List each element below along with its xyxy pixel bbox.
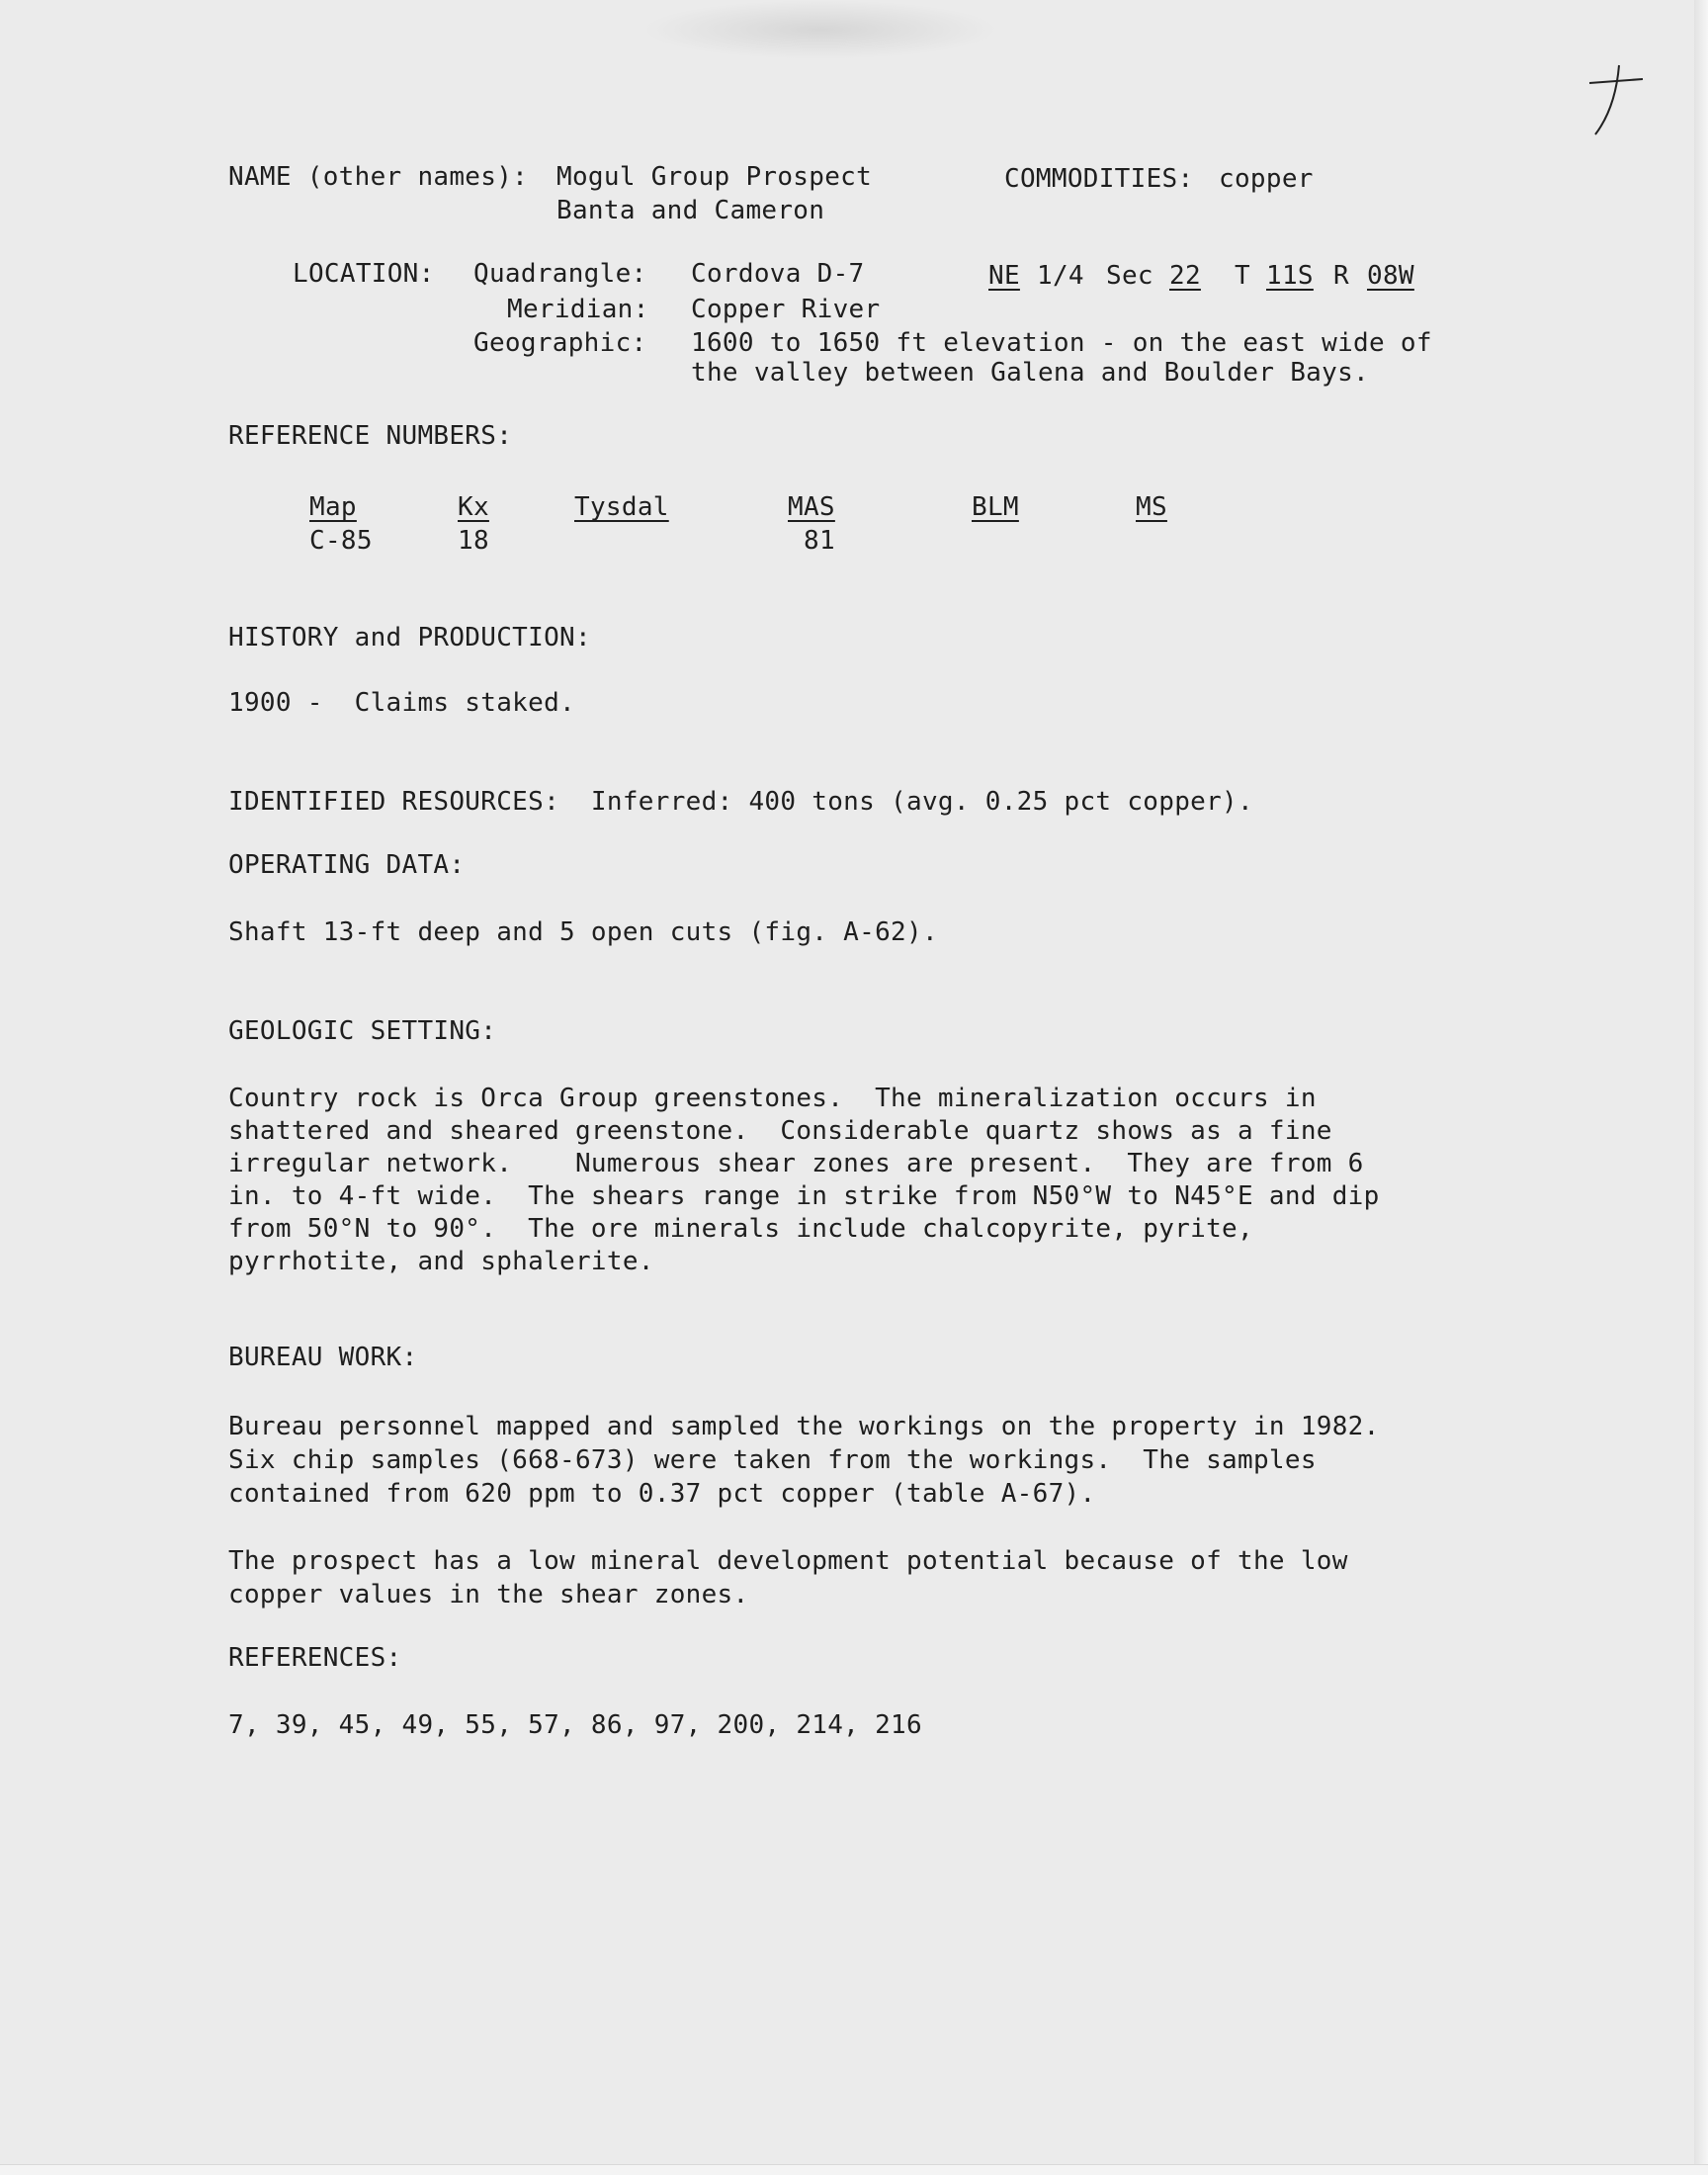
ref-header-map: Map [309, 492, 357, 522]
range-value: 08W [1367, 261, 1414, 291]
sec-value: 22 [1169, 261, 1201, 291]
sec-label: Sec [1106, 261, 1153, 291]
operating-heading: OPERATING DATA: [228, 850, 466, 880]
commodities-label: COMMODITIES: [1004, 164, 1194, 194]
history-heading: HISTORY and PRODUCTION: [228, 623, 591, 652]
reference-numbers-heading: REFERENCE NUMBERS: [228, 421, 513, 451]
references-list: 7, 39, 45, 49, 55, 57, 86, 97, 200, 214, 216 [228, 1710, 922, 1740]
name-label: NAME (other names): [228, 162, 529, 192]
ref-header-mas: MAS [788, 492, 835, 522]
geographic-line-1: 1600 to 1650 ft elevation - on the east wide of [691, 328, 1432, 358]
commodities-value: copper [1219, 164, 1314, 194]
township-label: T [1235, 261, 1250, 291]
geologic-heading: GEOLOGIC SETTING: [228, 1016, 497, 1046]
scan-edge-bottom [0, 2164, 1708, 2175]
bureau-para2-line: copper values in the shear zones. [228, 1580, 749, 1610]
geologic-line: from 50°N to 90°. The ore minerals include chalcopyrite, pyrite, [228, 1214, 1253, 1244]
scan-smudge [642, 0, 998, 59]
bureau-para2-line: The prospect has a low mineral development potential because of the low [228, 1546, 1348, 1576]
name-primary: Mogul Group Prospect [556, 162, 873, 192]
geologic-line: pyrrhotite, and sphalerite. [228, 1247, 654, 1276]
bureau-para1-line: Bureau personnel mapped and sampled the workings on the property in 1982. [228, 1412, 1380, 1441]
operating-line-1: Shaft 13-ft deep and 5 open cuts (fig. A-62). [228, 917, 938, 947]
bureau-heading: BUREAU WORK: [228, 1343, 418, 1372]
ref-value-map: C-85 [309, 526, 373, 556]
identified-resources: IDENTIFIED RESOURCES: Inferred: 400 tons (avg. 0.25 pct copper). [228, 787, 1253, 817]
ref-header-kx: Kx [458, 492, 489, 522]
location-label: LOCATION: [293, 259, 435, 289]
quadrangle-value: Cordova D-7 [691, 259, 865, 289]
name-secondary: Banta and Cameron [556, 196, 825, 225]
bureau-para1-line: Six chip samples (668-673) were taken from the workings. The samples [228, 1445, 1317, 1475]
ref-header-blm: BLM [972, 492, 1019, 522]
ref-value-mas: 81 [804, 526, 835, 556]
ref-header-tysdal: Tysdal [574, 492, 669, 522]
township-value: 11S [1266, 261, 1314, 291]
quarter-value: NE [988, 261, 1020, 291]
geologic-line: in. to 4-ft wide. The shears range in strike from N50°W to N45°E and dip [228, 1181, 1380, 1211]
geologic-line: Country rock is Orca Group greenstones. The mineralization occurs in [228, 1084, 1317, 1113]
ref-value-kx: 18 [458, 526, 489, 556]
geographic-label: Geographic: [473, 328, 647, 358]
ref-header-ms: MS [1136, 492, 1167, 522]
quadrangle-label: Quadrangle: [473, 259, 647, 289]
handwritten-plus-mark [1581, 59, 1651, 138]
geologic-line: shattered and sheared greenstone. Considerable quartz shows as a fine [228, 1116, 1332, 1146]
fraction-value: 1/4 [1037, 261, 1084, 291]
geographic-line-2: the valley between Galena and Boulder Bays. [691, 358, 1369, 388]
scan-edge-right [1694, 0, 1708, 2175]
geologic-line: irregular network. Numerous shear zones are present. They are from 6 [228, 1149, 1364, 1178]
bureau-para1-line: contained from 620 ppm to 0.37 pct copper (table A-67). [228, 1479, 1096, 1509]
meridian-value: Copper River [691, 295, 881, 324]
references-heading: REFERENCES: [228, 1643, 402, 1673]
range-label: R [1333, 261, 1349, 291]
meridian-label: Meridian: [507, 295, 649, 324]
history-line-1: 1900 - Claims staked. [228, 688, 575, 718]
